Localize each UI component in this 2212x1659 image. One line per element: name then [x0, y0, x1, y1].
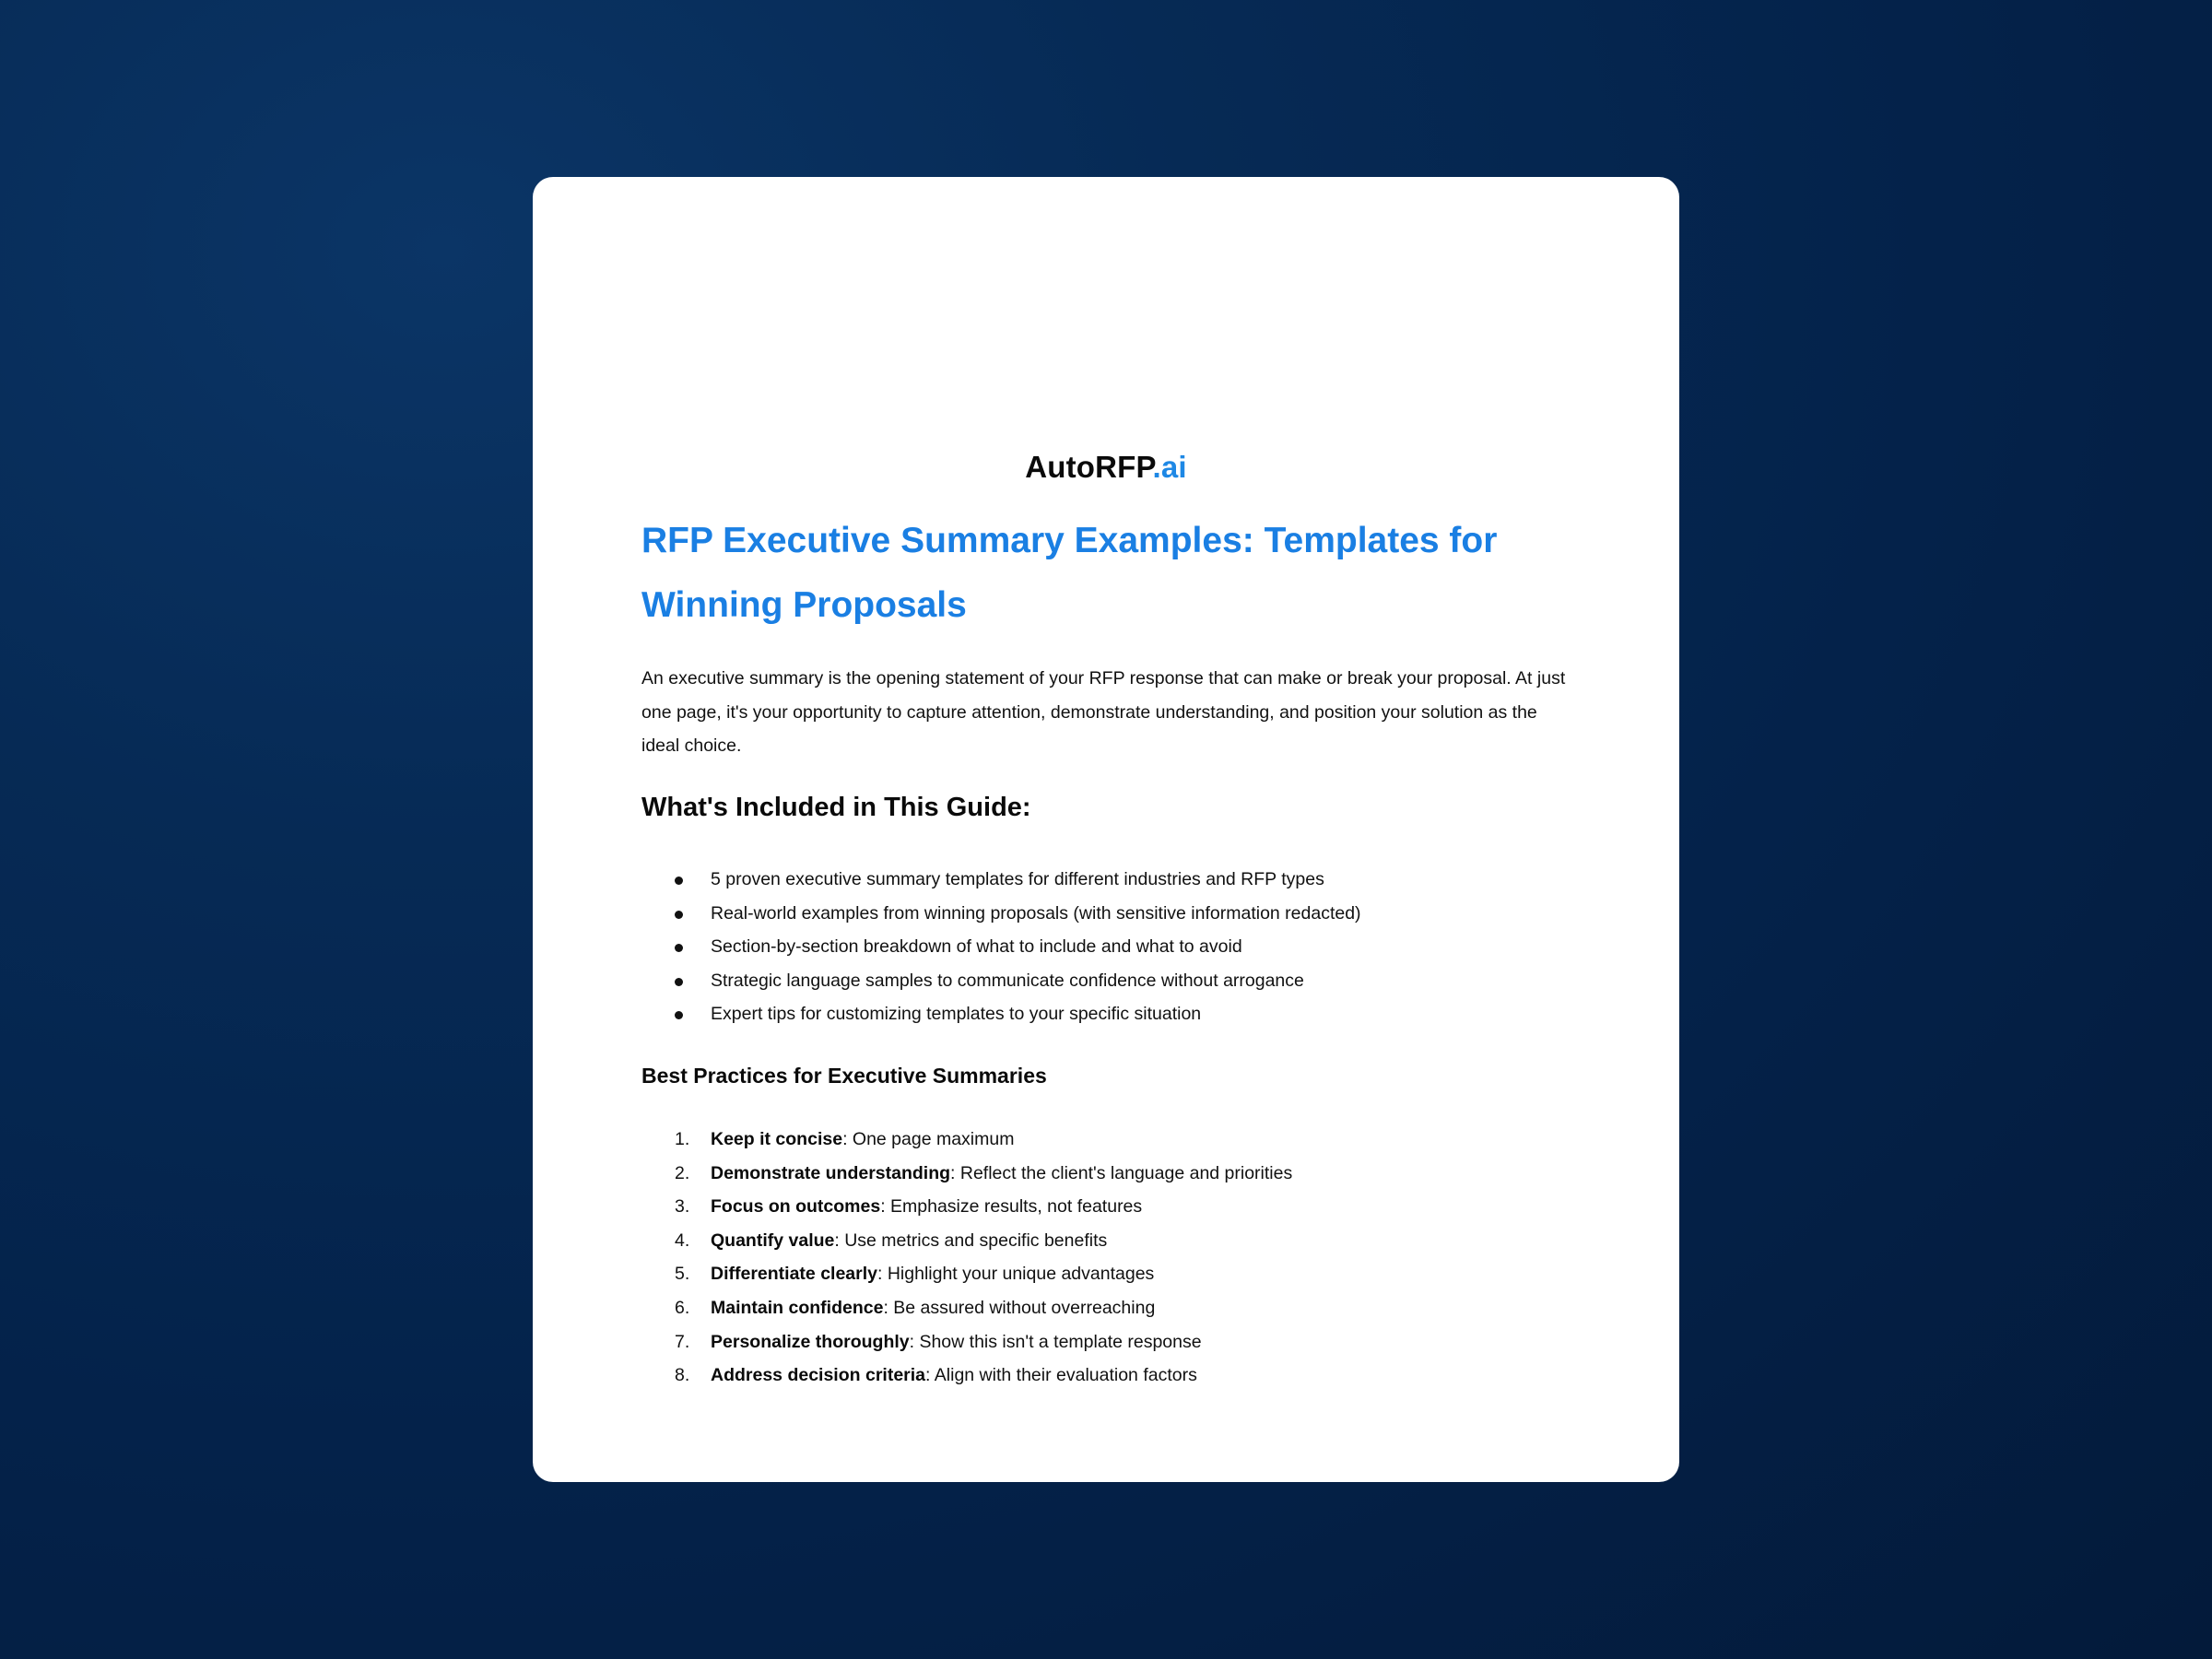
practice-item [641, 1257, 1572, 1291]
practices-heading: Best Practices for Executive Summaries [641, 1064, 1047, 1088]
practice-term: Differentiate clearly [711, 1264, 877, 1285]
practice-desc: : Reflect the client's language and priorities [950, 1162, 1293, 1183]
practice-item [641, 1157, 1572, 1191]
list-item-text: Section-by-section breakdown of what to include and what to avoid [711, 936, 1242, 958]
practice-item [641, 1325, 1572, 1359]
practice-desc: : Be assured without overreaching [883, 1297, 1156, 1318]
list-item [641, 863, 1572, 897]
practices-list [641, 1123, 1572, 1393]
practice-number: 1. [675, 1129, 690, 1149]
practice-term: Personalize thoroughly [711, 1331, 910, 1352]
practice-item [641, 1190, 1572, 1224]
practice-item [641, 1291, 1572, 1325]
document-card [533, 177, 1679, 1482]
practice-item [641, 1224, 1572, 1258]
list-item [641, 997, 1572, 1031]
practice-desc: : Show this isn't a template response [909, 1331, 1202, 1352]
bullet-icon [675, 944, 683, 952]
practice-number: 8. [675, 1365, 690, 1386]
bullet-icon [675, 1011, 683, 1019]
practice-desc: : Highlight your unique advantages [877, 1264, 1155, 1285]
practice-number: 3. [675, 1196, 690, 1218]
brand-name-accent: .ai [1152, 450, 1187, 484]
practice-term: Address decision criteria [711, 1365, 926, 1386]
list-item-text: 5 proven executive summary templates for different industries and RFP types [711, 869, 1324, 889]
practice-term: Demonstrate understanding [711, 1162, 951, 1183]
list-item [641, 964, 1572, 998]
practice-item [641, 1123, 1572, 1157]
brand-logo [533, 450, 1679, 485]
practice-number: 7. [675, 1331, 690, 1352]
practice-desc: : Use metrics and specific benefits [834, 1230, 1108, 1251]
intro-paragraph: An executive summary is the opening statement of your RFP response that can make or break your proposal. At just one page, it's your opportunity to capture attention, demonstrate understanding, and position your solution as the ideal choice. [641, 668, 1566, 756]
practice-term: Focus on outcomes [711, 1196, 881, 1218]
brand-name: AutoRFP [1025, 450, 1153, 484]
list-item-text: Strategic language samples to communicate confidence without arrogance [711, 970, 1304, 991]
bullet-icon [675, 911, 683, 919]
list-item [641, 897, 1572, 931]
practice-desc: : Align with their evaluation factors [925, 1365, 1197, 1386]
practice-number: 5. [675, 1264, 690, 1285]
page-title: RFP Executive Summary Examples: Templates for Winning Proposals [641, 521, 1498, 625]
practice-desc: : One page maximum [842, 1129, 1015, 1149]
included-heading: What's Included in This Guide: [641, 793, 1031, 822]
practice-number: 6. [675, 1297, 690, 1318]
practice-term: Quantify value [711, 1230, 835, 1251]
list-item-text: Expert tips for customizing templates to your specific situation [711, 1004, 1202, 1025]
bullet-icon [675, 978, 683, 986]
practice-desc: : Emphasize results, not features [880, 1196, 1143, 1218]
list-item-text: Real-world examples from winning proposals (with sensitive information redacted) [711, 902, 1361, 924]
included-list [641, 863, 1572, 1031]
list-item [641, 930, 1572, 964]
practice-number: 4. [675, 1230, 690, 1251]
practice-term: Maintain confidence [711, 1297, 884, 1318]
practice-term: Keep it concise [711, 1129, 843, 1149]
bullet-icon [675, 877, 683, 885]
practice-number: 2. [675, 1162, 690, 1183]
practice-item [641, 1359, 1572, 1393]
